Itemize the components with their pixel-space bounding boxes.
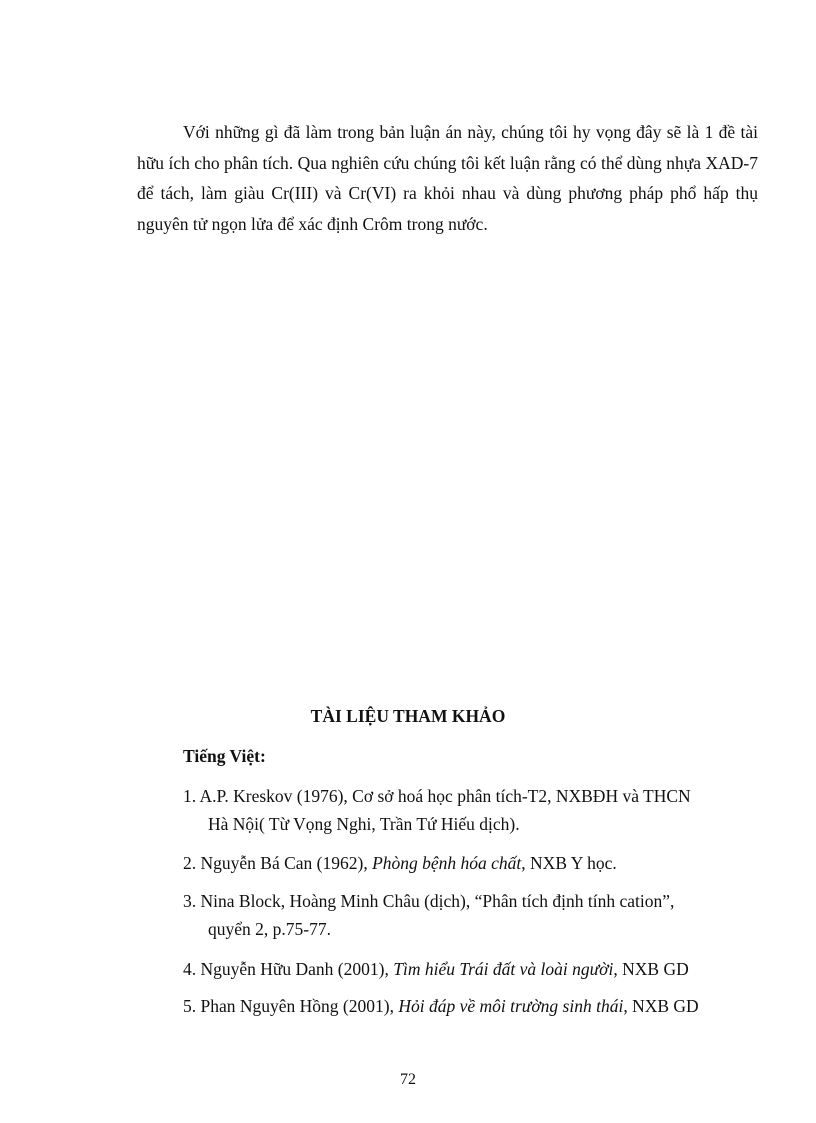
reference-number: 1. [183,786,197,806]
reference-item-2 [183,849,758,877]
reference-title: Phòng bệnh hóa chất [372,853,522,873]
reference-continuation: Hà Nội( Từ Vọng Nghi, Trần Tứ Hiếu dịch). [208,814,520,834]
page-number: 72 [400,1071,416,1088]
reference-text: A.P. Kreskov (1976), Cơ sở hoá học phân tích-T2, NXBĐH và THCN [199,786,691,806]
reference-authors: Nguyễn Bá Can (1962), [200,853,368,873]
reference-publisher: , NXB GD [613,959,689,979]
reference-text: Nina Block, Hoàng Minh Châu (dịch), “Phân tích định tính cation”, [200,891,675,911]
reference-number: 2. [183,853,197,873]
reference-publisher: , NXB Y học. [521,853,617,873]
reference-continuation: quyển 2, p.75-77. [208,919,331,939]
reference-number: 5. [183,996,197,1016]
reference-number: 4. [183,959,197,979]
reference-title: Hỏi đáp về môi trường sinh thái [398,996,624,1016]
reference-authors: Nguyễn Hữu Danh (2001), [200,959,389,979]
reference-item-1 [183,782,758,838]
reference-number: 3. [183,891,197,911]
reference-authors: Phan Nguyên Hồng (2001), [200,996,394,1016]
conclusion-paragraph: Với những gì đã làm trong bản luận án này, chúng tôi hy vọng đây sẽ là 1 đề tài hữu ích cho phân tích. Qua nghiên cứu chúng tôi kết luận rằng có thể dùng nhựa XAD-7 để tách, làm giàu Cr(III) và Cr(VI) ra khỏi nhau và dùng phương pháp phổ hấp thụ nguyên tử ngọn lửa để xác định Crôm trong nước. [137,122,758,234]
reference-publisher: , NXB GD [623,996,699,1016]
reference-title: Tìm hiểu Trái đất và loài người [393,959,614,979]
references-title: TÀI LIỆU THAM KHẢO [310,706,506,726]
reference-item-5 [183,992,758,1020]
references-section-label: Tiếng Việt: [183,746,266,766]
reference-item-3 [183,887,758,943]
reference-item-4 [183,955,758,983]
